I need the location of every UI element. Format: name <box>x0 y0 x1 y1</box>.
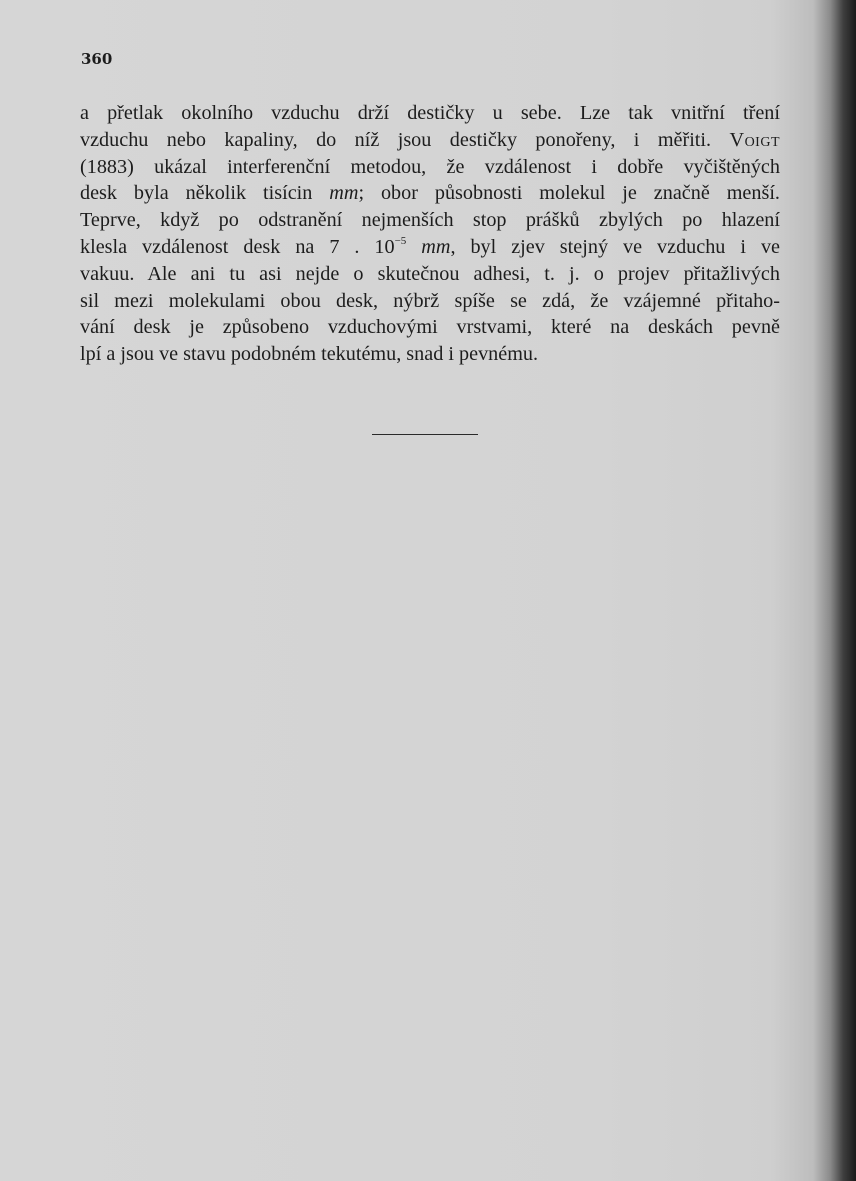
text-line <box>80 180 780 207</box>
text-line <box>80 314 780 341</box>
section-end-rule <box>372 434 478 435</box>
text-line <box>80 288 780 315</box>
text-line <box>80 100 780 127</box>
text-line <box>80 207 780 234</box>
text-line <box>80 261 780 288</box>
text-segment: (1883) ukázal interferenční metodou, že vzdálenost i dobře vyčištěných <box>80 155 780 178</box>
text-segment: klesla vzdálenost desk na 7 . 10 <box>80 235 395 258</box>
text-segment: vzduchu nebo kapaliny, do níž jsou destičky ponořeny, i měřiti. <box>80 128 730 151</box>
text-segment: desk byla několik tisícin <box>80 182 330 205</box>
text-segment: vání desk je způsobeno vzduchovými vrstvami, které na deskách pevně <box>80 316 780 339</box>
page-number: 360 <box>81 50 113 68</box>
text-segment: −5 <box>394 235 407 248</box>
body-paragraph <box>80 100 780 368</box>
text-line <box>80 127 780 154</box>
text-segment: , byl zjev stejný ve vzduchu i ve <box>450 235 780 258</box>
text-line <box>80 341 780 368</box>
text-segment: Teprve, když po odstranění nejmenších stop prášků zbylých po hlazení <box>80 209 780 232</box>
text-segment: lpí a jsou ve stavu podobném tekutému, snad i pevnému. <box>80 343 539 366</box>
text-segment: ; obor působnosti molekul je značně menší. <box>358 182 780 205</box>
text-segment: mm <box>329 182 359 205</box>
text-line <box>80 154 780 181</box>
text-segment: Voigt <box>729 128 780 151</box>
text-segment <box>406 236 421 258</box>
text-segment: a přetlak okolního vzduchu drží destičky u sebe. Lze tak vnitřní tření <box>80 102 780 124</box>
text-segment: mm <box>421 235 451 258</box>
text-segment: vakuu. Ale ani tu asi nejde o skutečnou adhesi, t. j. o projev přitažlivých <box>80 262 780 285</box>
text-segment: sil mezi molekulami obou desk, nýbrž spíše se zdá, že vzájemné přitaho- <box>80 289 780 312</box>
text-line <box>80 234 780 261</box>
